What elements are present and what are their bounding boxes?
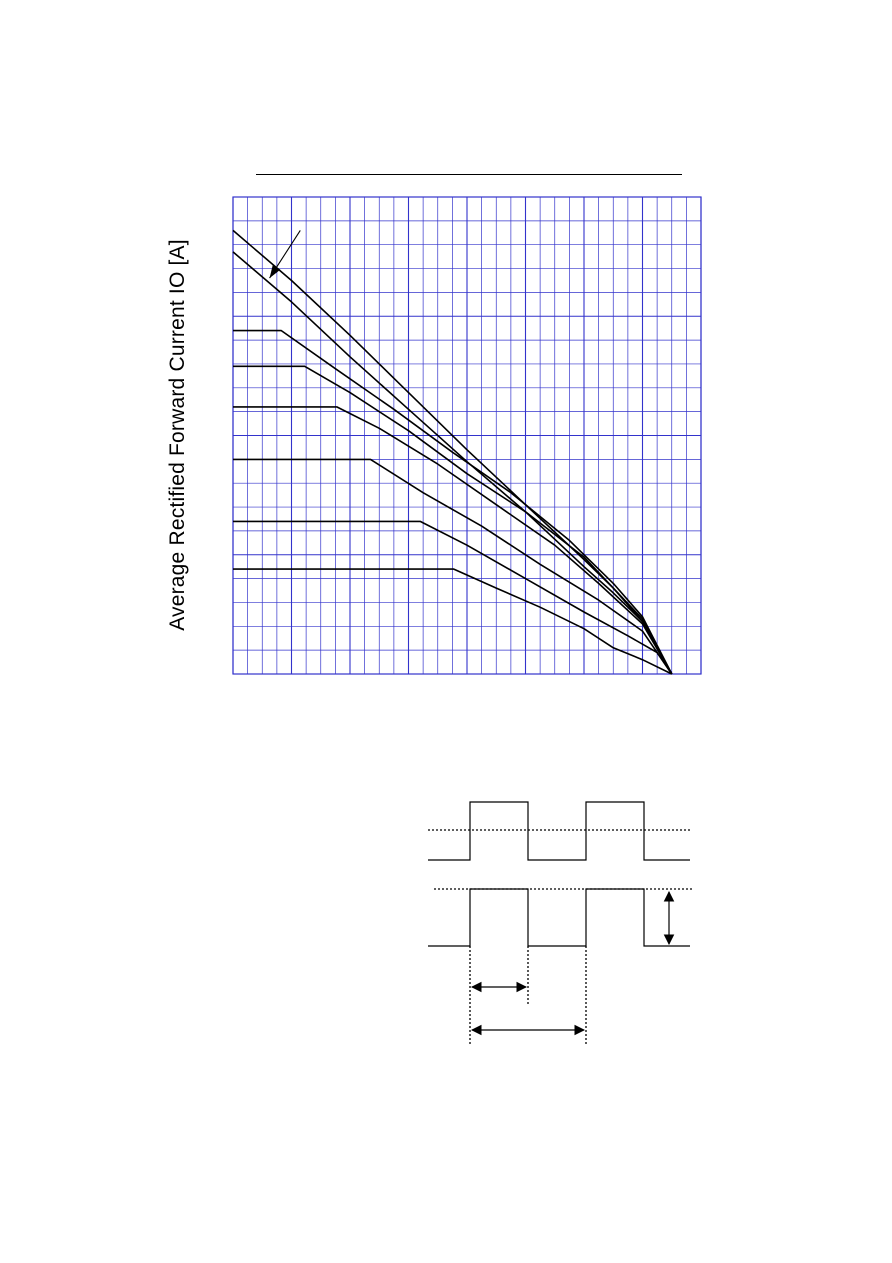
upper-pulse-trace — [428, 802, 690, 860]
waveform-group — [428, 802, 694, 1046]
y-axis-label: Average Rectified Forward Current IO [A] — [166, 239, 189, 631]
lower-pulse-trace — [428, 889, 690, 946]
